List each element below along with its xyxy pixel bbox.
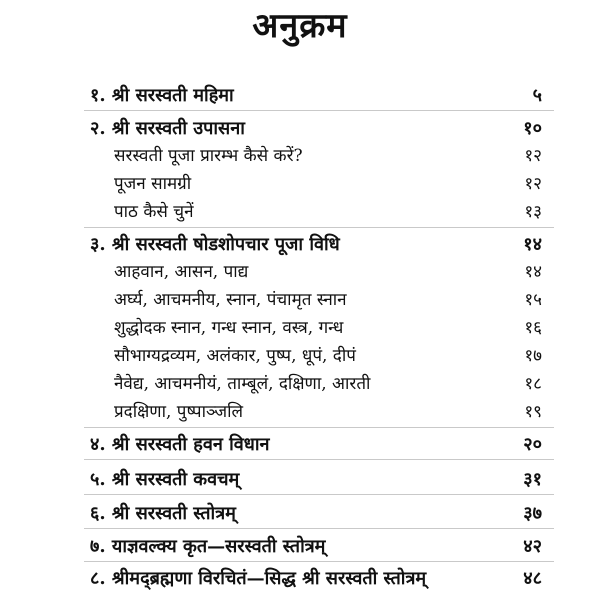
toc-subentry-label: पाठ कैसे चुनें xyxy=(114,202,194,222)
row-divider xyxy=(84,494,554,495)
toc-subentry-page: १७ xyxy=(524,346,542,366)
toc-subentry xyxy=(0,258,600,286)
toc-entry-page: १० xyxy=(523,118,542,139)
toc-subentry-label: पूजन सामग्री xyxy=(114,174,192,194)
toc-entry-3 xyxy=(0,231,600,259)
toc-subentry-page: १३ xyxy=(524,202,542,222)
toc-entry-label: २. श्री सरस्वती उपासना xyxy=(90,118,245,139)
toc-subentry xyxy=(0,398,600,426)
toc-entry-label: ५. श्री सरस्वती कवचम् xyxy=(90,469,240,490)
toc-entry-page: ४८ xyxy=(523,568,542,589)
toc-subentry-page: १६ xyxy=(524,318,542,338)
toc-entry-label: १. श्री सरस्वती महिमा xyxy=(90,85,234,106)
toc-subentry-label: शुद्धोदक स्नान, गन्ध स्नान, वस्त्र, गन्ध xyxy=(114,318,344,338)
toc-entry-label: ८. श्रीमद्‌ब्रह्मणा विरचितं—सिद्ध श्री सरस्वती स्तोत्रम् xyxy=(90,568,427,589)
toc-subentry-page: १८ xyxy=(524,374,542,394)
toc-subentry-label: आहवान, आसन, पाद्य xyxy=(114,262,249,282)
toc-subentry xyxy=(0,370,600,398)
toc-entry-page: २० xyxy=(523,434,542,455)
toc-subentry-page: १४ xyxy=(524,262,542,282)
toc-entry-7 xyxy=(0,533,600,561)
toc-entry-page: ५ xyxy=(532,85,542,106)
toc-subentry-label: सौभाग्यद्रव्यम, अलंकार, पुष्प, धूपं, दीपं xyxy=(114,346,356,366)
toc-subentry xyxy=(0,198,600,226)
toc-entry-1 xyxy=(0,82,600,110)
row-divider xyxy=(84,427,554,428)
toc-entry-2 xyxy=(0,115,600,143)
toc-entry-label: ७. याज्ञवल्क्य कृत—सरस्वती स्तोत्रम् xyxy=(90,536,326,557)
toc-subentry-label: अर्घ्य, आचमनीय, स्नान, पंचामृत स्नान xyxy=(114,290,347,310)
toc-subentry-page: १२ xyxy=(524,174,542,194)
row-divider xyxy=(84,459,554,460)
toc-entry-page: ३१ xyxy=(523,469,542,490)
toc-subentry-page: १९ xyxy=(524,402,542,422)
row-divider xyxy=(84,528,554,529)
row-divider xyxy=(84,227,554,228)
toc-subentry xyxy=(0,342,600,370)
toc-entry-label: ४. श्री सरस्वती हवन विधान xyxy=(90,434,270,455)
toc-subentry xyxy=(0,286,600,314)
toc-entry-page: ४२ xyxy=(523,536,542,557)
row-divider xyxy=(84,561,554,562)
toc-subentry xyxy=(0,170,600,198)
toc-entry-8 xyxy=(0,565,600,593)
toc-entry-page: ३७ xyxy=(523,503,542,524)
toc-entry-page: १४ xyxy=(523,234,542,255)
toc-subentry-label: सरस्वती पूजा प्रारम्भ कैसे करें? xyxy=(114,146,303,166)
toc-entry-4 xyxy=(0,431,600,459)
toc-entry-6 xyxy=(0,500,600,528)
toc-subentry-label: नैवेद्य, आचमनीयं, ताम्बूलं, दक्षिणा, आरती xyxy=(114,374,371,394)
toc-entry-label: ६. श्री सरस्वती स्तोत्रम् xyxy=(90,503,236,524)
toc-subentry xyxy=(0,142,600,170)
toc-subentry-label: प्रदक्षिणा, पुष्पाञ्जलि xyxy=(114,402,244,422)
page-title: अनुक्रम xyxy=(252,6,348,46)
toc-subentry-page: १२ xyxy=(524,146,542,166)
toc-subentry-page: १५ xyxy=(524,290,542,310)
toc-entry-5 xyxy=(0,466,600,494)
row-divider xyxy=(84,110,554,111)
toc-entry-label: ३. श्री सरस्वती षोडशोपचार पूजा विधि xyxy=(90,234,340,255)
toc-subentry xyxy=(0,314,600,342)
